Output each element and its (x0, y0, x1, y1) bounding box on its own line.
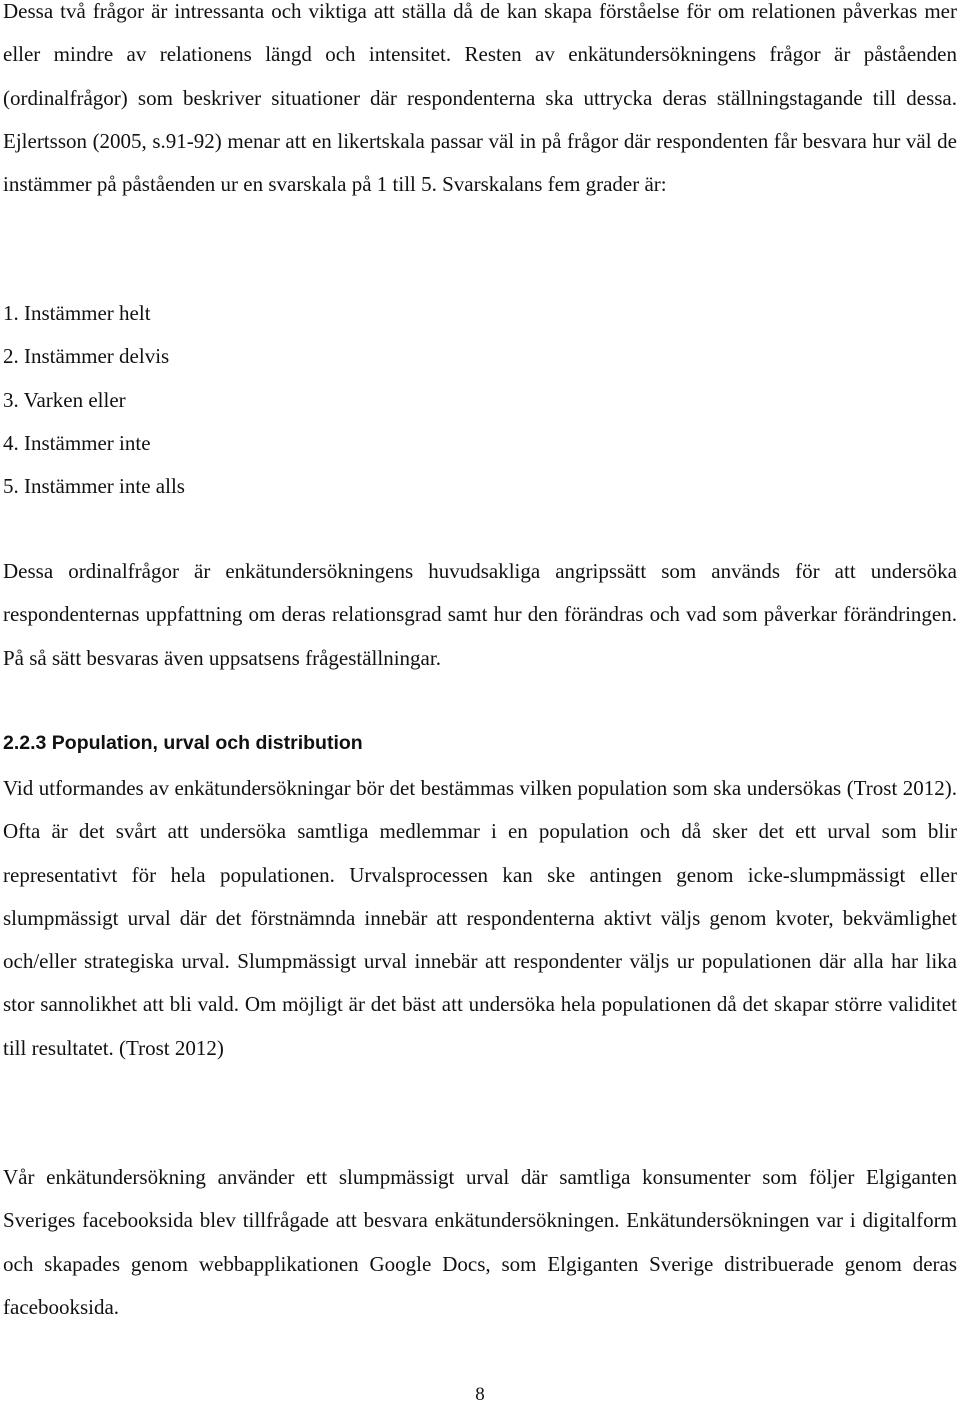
section-heading: 2.2.3 Population, urval och distribution (3, 732, 363, 754)
list-item: 4. Instämmer inte (3, 430, 151, 455)
paragraph-our-survey: Vår enkätundersökning använder ett slumpmässigt urval där samtliga konsumenter som följer Elgiganten Sveriges facebooksida blev tillfrågade att besvara enkätundersökningen. Enkätundersökningen var i digitalform och skapades genom webbapplikationen Google Docs, som Elgiganten Sverige distribuerade genom deras facebooksida. (3, 1165, 957, 1319)
paragraph-ordinal-questions: Dessa ordinalfrågor är enkätundersökningens huvudsakliga angripssätt som används för att undersöka respondenternas uppfattning om deras relationsgrad samt hur den förändras och vad som påverkar förändringen. På så sätt besvaras även uppsatsens frågeställningar. (3, 559, 957, 670)
list-item: 3. Varken eller (3, 387, 126, 412)
list-item: 1. Instämmer helt (3, 301, 151, 325)
list-item: 5. Instämmer inte alls (3, 474, 185, 499)
page-number: 8 (475, 1384, 485, 1405)
list-item: 2. Instämmer delvis (3, 344, 170, 369)
paragraph-likert-intro: Dessa två frågor är intressanta och viktiga att ställa då de kan skapa förståelse för om relationen påverkas mer eller mindre av relationens längd och intensitet. Resten av enkätundersökningens frågor är påståenden (ordinalfrågor) som beskriver situationer där respondenterna ska uttrycka deras ställningstagande till dessa. Ejlertsson (2005, s.91-92) menar att en likertskala passar väl in på frågor där respondenten får besvara hur väl de instämmer på påståenden ur en svarskala på 1 till 5. Svarskalans fem grader är: (3, 0, 957, 197)
likert-scale-list (3, 292, 185, 508)
paragraph-population-sampling: Vid utformandes av enkätundersökningar bör det bestämmas vilken population som ska undersökas (Trost 2012). Ofta är det svårt att undersöka samtliga medlemmar i en population och då sker det ett urval som blir representativt för hela populationen. Urvalsprocessen kan ske antingen genom icke-slumpmässigt eller slumpmässigt urval där det förstnämnda innebär att respondenterna aktivt väljs genom kvoter, bekvämlighet och/eller strategiska urval. Slumpmässigt urval innebär att respondenter väljs ur populationen där alla har lika stor sannolikhet att bli vald. Om möjligt är det bäst att undersöka hela populationen då det skapar större validitet till resultatet. (Trost 2012) (3, 776, 957, 1060)
